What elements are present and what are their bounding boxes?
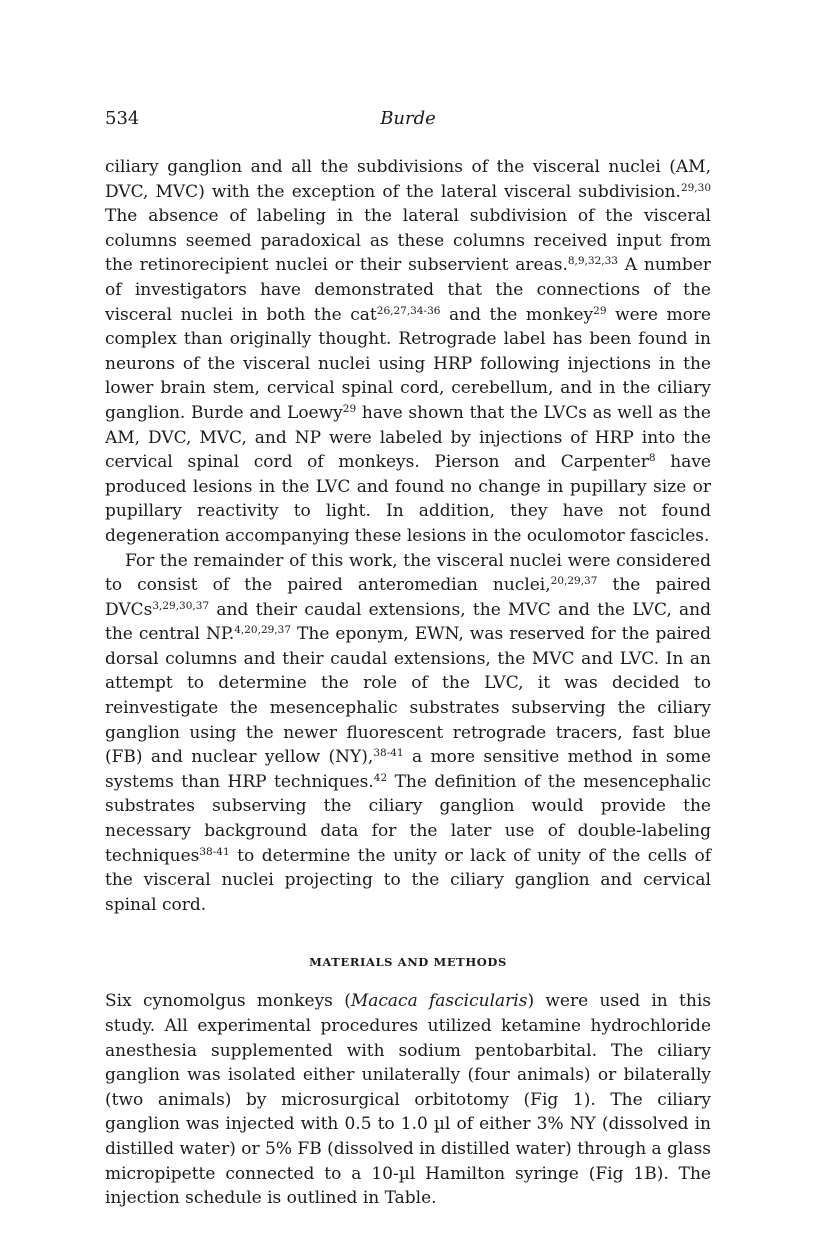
reference-superscript: 20,29,37 (550, 575, 598, 588)
text-run: and the monkey (440, 304, 594, 325)
paragraph-intro-continued (105, 155, 711, 549)
reference-superscript: 4,20,29,37 (234, 624, 292, 637)
text-run: Six cynomolgus monkeys ( (105, 991, 351, 1012)
page-number: 534 (105, 108, 140, 129)
text-run: The definition of the mesencephalic substrates subserving the ciliary ganglion would provide the necessary background data for the later use of double-labeling techniques (105, 771, 711, 866)
text-run: ciliary ganglion and all the subdivisions of the visceral nuclei (AM, DVC, MVC) with the exception of the lateral visceral subdivision. (105, 157, 711, 202)
text-run: and their caudal extensions, the MVC and the LVC, and the central NP. (105, 599, 711, 645)
reference-superscript: 29 (342, 402, 357, 415)
reference-superscript: 8,9,32,33 (567, 255, 618, 268)
reference-superscript: 38-41 (373, 747, 404, 760)
section-heading-materials-methods: MATERIALS AND METHODS (309, 955, 507, 970)
paragraph-visceral-nuclei-definition (105, 549, 711, 918)
text-run: have shown that the LVCs as well as the AM, DVC, MVC, and NP were labeled by injections of HRP into the cervical spinal cord of monkeys. Pierson and Carpenter (105, 402, 711, 473)
text-run: ) were used in this study. All experimental procedures utilized ketamine hydrochloride anesthesia supplemented with sodium pentobarbital. The ciliary ganglion was isolated either unilaterally (four animals) or bilaterally (two animals) by microsurgical orbitotomy (Fig 1). The ciliary ganglion was injected with 0.5 to 1.0 µl of either 3% NY (dissolved in distilled water) or 5% FB (dissolved in distilled water) through a glass micropipette connected to a 10-µl Hamilton syringe (Fig 1B). The injection schedule is outlined in Table. (105, 991, 711, 1209)
text-run: The absence of labeling in the lateral subdivision of the visceral columns seemed paradoxical as these columns received input from the retinorecipient nuclei or their subservient areas. (105, 206, 711, 276)
reference-superscript: 29,30 (680, 181, 711, 194)
running-title: Burde (380, 108, 436, 129)
text-run: For the remainder of this work, the visceral nuclei were considered to consist of the paired anteromedian nuclei, (105, 550, 711, 596)
reference-superscript: 38-41 (199, 845, 230, 858)
text-run: have produced lesions in the LVC and found no change in pupillary size or pupillary reactivity to light. In addition, they have not found degeneration accompanying these lesions in the oculomotor fascicles. (105, 452, 711, 546)
reference-superscript: 29 (593, 304, 607, 317)
journal-page (105, 108, 711, 1211)
text-run: the paired DVCs (105, 575, 711, 620)
text-run: were more complex than originally thought. Retrograde label has been found in neurons of the visceral nuclei using HRP following injections in the lower brain stem, cervical spinal cord, cerebellum, and in the ciliary ganglion. Burde and Loewy (105, 304, 711, 423)
running-head (105, 108, 711, 138)
text-run: a more sensitive method in some systems than HRP techniques. (105, 747, 712, 792)
text-run: to determine the unity or lack of unity of the cells of the visceral nuclei projecting to the ciliary ganglion and cervical spinal cord. (105, 845, 711, 915)
species-name-italic: Macaca fascicularis (350, 991, 528, 1012)
reference-superscript: 42 (373, 771, 388, 784)
body-text (105, 155, 711, 1211)
text-run: A number of investigators have demonstrated that the connections of the visceral nuclei in both the cat (105, 255, 712, 325)
reference-superscript: 8 (648, 452, 656, 465)
reference-superscript: 26,27,34-36 (376, 304, 441, 317)
text-run: The eponym, EWN, was reserved for the paired dorsal columns and their caudal extensions, the MVC and LVC. In an attempt to determine the role of the LVC, it was decided to reinvestigate the mesencephalic substrates subserving the ciliary ganglion using the newer fluorescent retrograde tracers, fast blue (FB) and nuclear yellow (NY), (105, 624, 711, 768)
paragraph-materials-methods (105, 989, 711, 1210)
reference-superscript: 3,29,30,37 (152, 599, 210, 612)
